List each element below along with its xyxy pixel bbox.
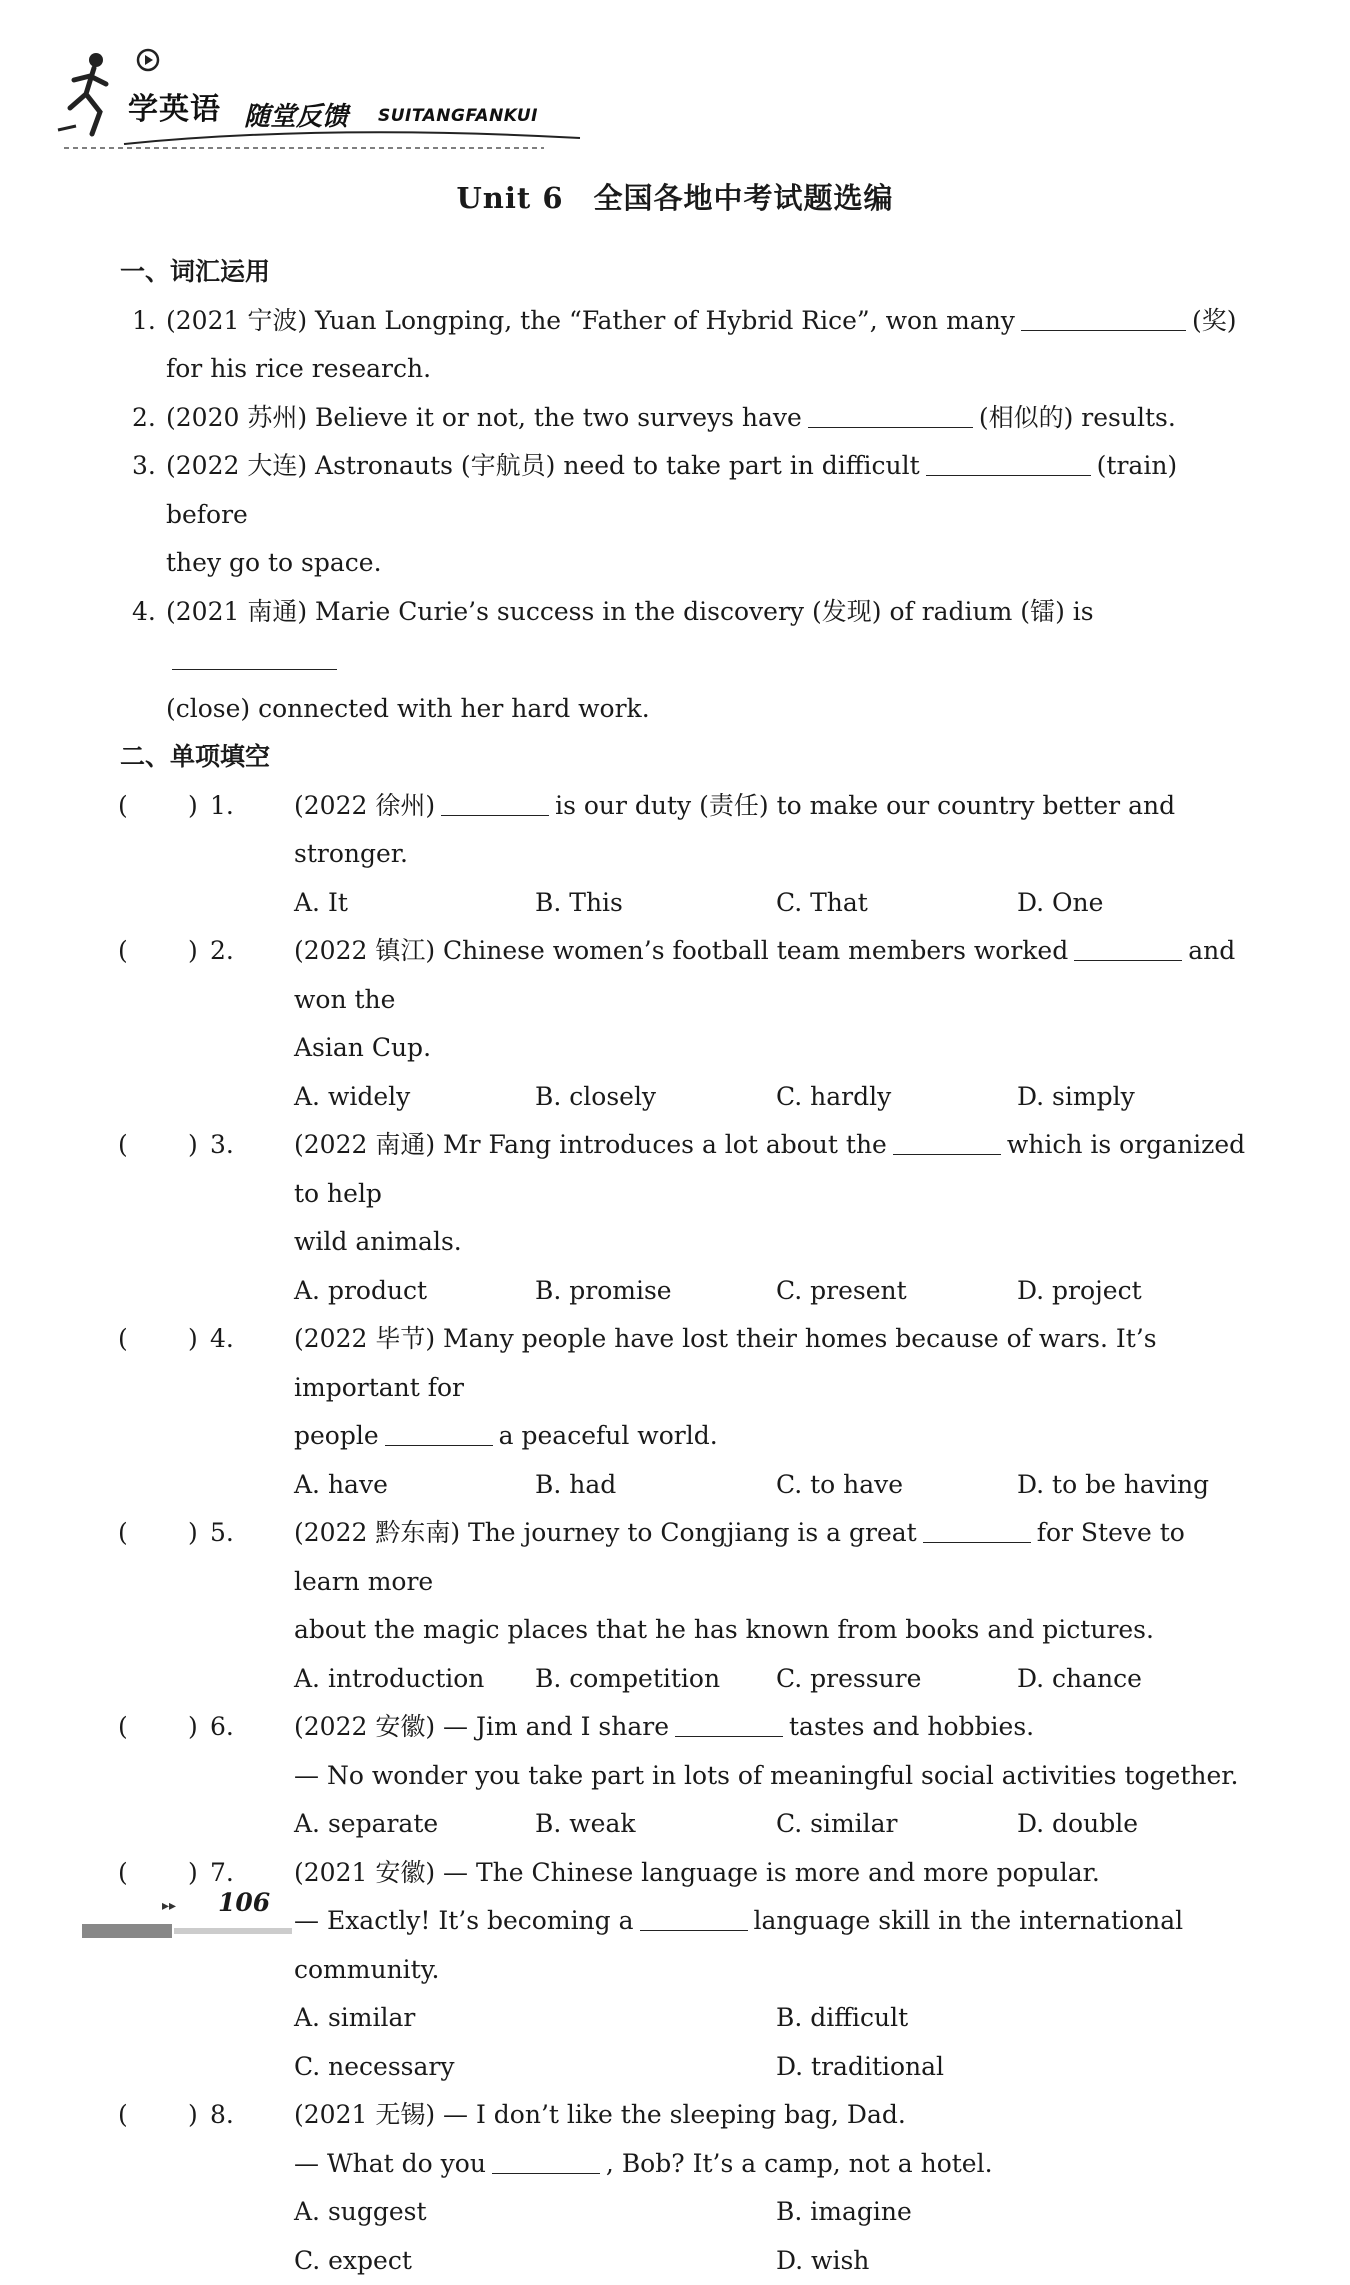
content <box>118 248 1258 2285</box>
mc-question-7: ( ) 7. (2021 安徽) — The Chinese language is more and more popular. — Exactly! It’s becoming a language skill in the international community. A. similar B. difficult C. necessary D. traditional <box>118 1849 1258 2092</box>
brand-en: SUITANGFANKUI <box>378 106 538 126</box>
answer-parentheses[interactable]: ( ) <box>118 1849 198 1898</box>
section-vocabulary-title: 一、词汇运用 <box>120 248 1258 297</box>
option-c[interactable]: C. to have <box>776 1461 1017 1510</box>
brand-script: 随堂反馈 <box>244 96 348 133</box>
answer-blank[interactable] <box>385 1415 493 1446</box>
option-b[interactable]: B. weak <box>535 1800 776 1849</box>
option-c[interactable]: C. similar <box>776 1800 1017 1849</box>
option-b[interactable]: B. promise <box>535 1267 776 1316</box>
option-d[interactable]: D. wish <box>776 2237 1258 2285</box>
option-d[interactable]: D. double <box>1017 1800 1258 1849</box>
answer-blank[interactable] <box>1021 300 1186 331</box>
vocab-item-3: 3. (2022 大连) Astronauts (宇航员) need to take part in difficult (train) before they go to space. <box>118 442 1258 588</box>
option-a[interactable]: A. product <box>294 1267 535 1316</box>
answer-blank[interactable] <box>923 1512 1031 1543</box>
page-number: 106 <box>218 1888 270 1917</box>
answer-parentheses[interactable]: ( ) <box>118 782 198 831</box>
option-b[interactable]: B. had <box>535 1461 776 1510</box>
answer-parentheses[interactable]: ( ) <box>118 2091 198 2140</box>
option-b[interactable]: B. difficult <box>776 1994 1258 2043</box>
mc-question-2: ( ) 2. (2022 镇江) Chinese women’s football team members worked and won the Asian Cup. A. widely B. closely C. hardly D. simply <box>118 927 1258 1121</box>
option-c[interactable]: C. That <box>776 879 1017 928</box>
answer-blank[interactable] <box>808 397 973 428</box>
option-a[interactable]: A. It <box>294 879 535 928</box>
option-a[interactable]: A. widely <box>294 1073 535 1122</box>
option-a[interactable]: A. have <box>294 1461 535 1510</box>
mc-question-8: ( ) 8. (2021 无锡) — I don’t like the sleeping bag, Dad. — What do you , Bob? It’s a camp, not a hotel. A. suggest B. imagine C. expect D. wish <box>118 2091 1258 2285</box>
section-multiple-choice-title: 二、单项填空 <box>120 733 1258 782</box>
arrow-icon: ▸▸ <box>162 1898 176 1914</box>
mc-question-6: ( ) 6. (2022 安徽) — Jim and I share tastes and hobbies. — No wonder you take part in lots of meaningful social activities together. A. separate B. weak C. similar D. double <box>118 1703 1258 1849</box>
mc-question-3: ( ) 3. (2022 南通) Mr Fang introduces a lot about the which is organized to help wild animals. A. product B. promise C. present D. project <box>118 1121 1258 1315</box>
mc-question-5: ( ) 5. (2022 黔东南) The journey to Congjiang is a great for Steve to learn more about the magic places that he has known from books and pictures. A. introduction B. competition C. pressure D. chance <box>118 1509 1258 1703</box>
answer-blank[interactable] <box>675 1706 783 1737</box>
option-a[interactable]: A. similar <box>294 1994 776 2043</box>
unit-title: Unit 6 全国各地中考试题选编 <box>0 176 1350 217</box>
option-d[interactable]: D. chance <box>1017 1655 1258 1704</box>
option-b[interactable]: B. imagine <box>776 2188 1258 2237</box>
footer-strip <box>82 1924 292 1938</box>
option-d[interactable]: D. to be having <box>1017 1461 1258 1510</box>
answer-blank[interactable] <box>926 445 1091 476</box>
play-icon <box>136 48 160 72</box>
option-b[interactable]: B. competition <box>535 1655 776 1704</box>
option-d[interactable]: D. traditional <box>776 2043 1258 2092</box>
option-d[interactable]: D. project <box>1017 1267 1258 1316</box>
vocab-item-4: 4. (2021 南通) Marie Curie’s success in the discovery (发现) of radium (镭) is (close) connected with her hard work. <box>118 588 1258 734</box>
option-c[interactable]: C. pressure <box>776 1655 1017 1704</box>
answer-blank[interactable] <box>172 639 337 670</box>
option-c[interactable]: C. present <box>776 1267 1017 1316</box>
option-c[interactable]: C. expect <box>294 2237 776 2285</box>
answer-blank[interactable] <box>1074 930 1182 961</box>
runner-icon <box>56 50 126 138</box>
option-c[interactable]: C. hardly <box>776 1073 1017 1122</box>
answer-blank[interactable] <box>893 1124 1001 1155</box>
option-a[interactable]: A. suggest <box>294 2188 776 2237</box>
option-d[interactable]: D. One <box>1017 879 1258 928</box>
answer-parentheses[interactable]: ( ) <box>118 1121 198 1170</box>
answer-blank[interactable] <box>492 2143 600 2174</box>
option-a[interactable]: A. introduction <box>294 1655 535 1704</box>
mc-question-1: ( ) 1. (2022 徐州) is our duty (责任) to make our country better and stronger. A. It B. This C. That D. One <box>118 782 1258 928</box>
brand-cn: 学英语 <box>128 84 221 128</box>
mc-question-4: ( ) 4. (2022 毕节) Many people have lost their homes because of wars. It’s important for people a peaceful world. A. have B. had C. to have D. to be having <box>118 1315 1258 1509</box>
header-logo <box>56 44 576 144</box>
answer-parentheses[interactable]: ( ) <box>118 927 198 976</box>
answer-blank[interactable] <box>640 1900 748 1931</box>
option-a[interactable]: A. separate <box>294 1800 535 1849</box>
vocab-item-1: 1. (2021 宁波) Yuan Longping, the “Father of Hybrid Rice”, won many (奖) for his rice research. <box>118 297 1258 394</box>
option-c[interactable]: C. necessary <box>294 2043 776 2092</box>
vocab-item-2: 2. (2020 苏州) Believe it or not, the two surveys have (相似的) results. <box>118 394 1258 443</box>
option-b[interactable]: B. This <box>535 879 776 928</box>
answer-blank[interactable] <box>441 785 549 816</box>
option-d[interactable]: D. simply <box>1017 1073 1258 1122</box>
answer-parentheses[interactable]: ( ) <box>118 1509 198 1558</box>
option-b[interactable]: B. closely <box>535 1073 776 1122</box>
header-swoosh <box>64 130 584 150</box>
answer-parentheses[interactable]: ( ) <box>118 1315 198 1364</box>
answer-parentheses[interactable]: ( ) <box>118 1703 198 1752</box>
